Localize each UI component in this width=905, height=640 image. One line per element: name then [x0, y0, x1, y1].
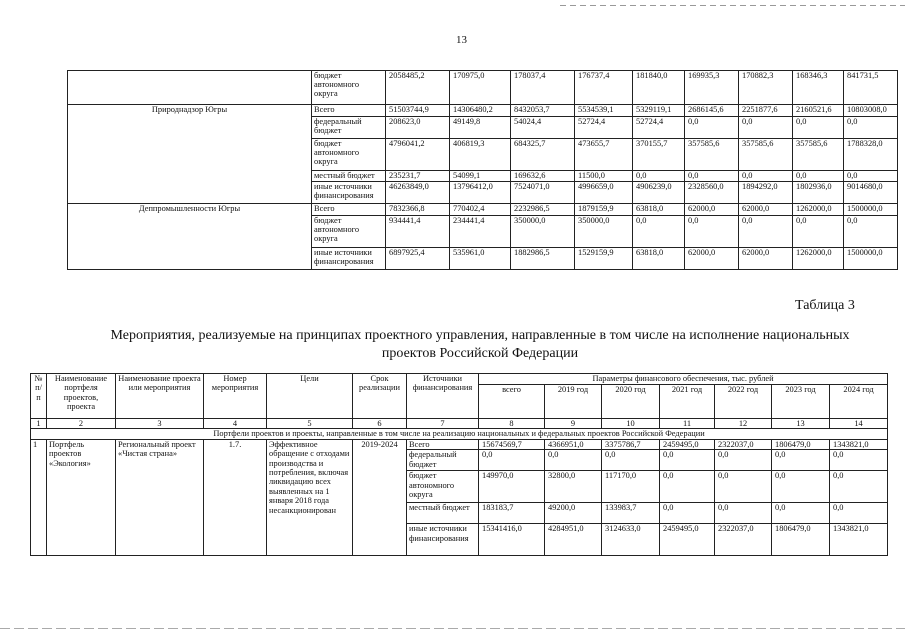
- responsible-org-cell: [68, 71, 312, 105]
- source-cell: бюджет автономного округа: [312, 139, 386, 171]
- value-cell: 62000,0: [739, 248, 793, 270]
- value-cell: 2160521,6: [793, 105, 844, 117]
- value-cell: 0,0: [739, 171, 793, 182]
- value-cell: 0,0: [715, 503, 772, 524]
- responsible-org-cell: Природнадзор Югры: [68, 105, 312, 204]
- value-cell: 2322037,0: [715, 524, 772, 556]
- table-row: [68, 105, 898, 117]
- source-cell: Всего: [312, 204, 386, 216]
- value-cell: 0,0: [739, 117, 793, 139]
- value-cell: 0,0: [715, 450, 772, 471]
- source-cell: бюджет автономного округа: [312, 71, 386, 105]
- value-cell: 3375786,7: [602, 439, 660, 449]
- value-cell: 0,0: [830, 503, 888, 524]
- scan-artifact-top: [560, 5, 905, 6]
- value-cell: 0,0: [793, 117, 844, 139]
- value-cell: 32800,0: [545, 471, 602, 503]
- value-cell: 0,0: [660, 450, 715, 471]
- value-cell: 0,0: [772, 471, 830, 503]
- value-cell: 0,0: [660, 471, 715, 503]
- col-header-year: 2024 год: [830, 385, 888, 419]
- measure-number: 1.7.: [204, 439, 267, 555]
- value-cell: 0,0: [793, 171, 844, 182]
- value-cell: 1500000,0: [844, 248, 898, 270]
- value-cell: 350000,0: [575, 216, 633, 248]
- column-index: 12: [715, 419, 772, 429]
- value-cell: 3124633,0: [602, 524, 660, 556]
- value-cell: 5534539,1: [575, 105, 633, 117]
- value-cell: 0,0: [660, 503, 715, 524]
- value-cell: 1529159,9: [575, 248, 633, 270]
- value-cell: 1262000,0: [793, 204, 844, 216]
- column-index: 1: [31, 419, 47, 429]
- value-cell: 0,0: [545, 450, 602, 471]
- source-cell: местный бюджет: [312, 171, 386, 182]
- value-cell: 1894292,0: [739, 182, 793, 204]
- col-header-year: 2022 год: [715, 385, 772, 419]
- value-cell: 4284951,0: [545, 524, 602, 556]
- value-cell: 4906239,0: [633, 182, 685, 204]
- column-index: 9: [545, 419, 602, 429]
- value-cell: 0,0: [633, 171, 685, 182]
- financing-table-continuation: [67, 70, 898, 270]
- value-cell: 149970,0: [479, 471, 545, 503]
- value-cell: 1500000,0: [844, 204, 898, 216]
- column-index: 2: [47, 419, 116, 429]
- section-title: Портфели проектов и проекты, направленные в том числе на реализацию национальных и федеральных проектов Российской Федерации: [31, 429, 888, 439]
- value-cell: 6897925,4: [386, 248, 450, 270]
- col-header-sources: Источники финансирования: [407, 374, 479, 419]
- value-cell: 0,0: [844, 171, 898, 182]
- value-cell: 0,0: [844, 216, 898, 248]
- value-cell: 1343821,0: [830, 439, 888, 449]
- value-cell: 0,0: [685, 171, 739, 182]
- col-header-year: 2021 год: [660, 385, 715, 419]
- value-cell: 357585,6: [685, 139, 739, 171]
- column-index: 7: [407, 419, 479, 429]
- value-cell: 1882986,5: [511, 248, 575, 270]
- column-index: 4: [204, 419, 267, 429]
- value-cell: 11500,0: [575, 171, 633, 182]
- value-cell: 52724,4: [575, 117, 633, 139]
- value-cell: 181840,0: [633, 71, 685, 105]
- source-cell: иные источники финансирования: [407, 524, 479, 556]
- column-index-row: [31, 419, 888, 429]
- scan-artifact-bottom: [0, 628, 905, 629]
- column-index: 5: [267, 419, 353, 429]
- col-header-project: Наименование проекта или мероприятия: [116, 374, 204, 419]
- value-cell: 15674569,7: [479, 439, 545, 449]
- value-cell: 2686145,6: [685, 105, 739, 117]
- table-row: [68, 204, 898, 216]
- column-index: 10: [602, 419, 660, 429]
- source-cell: бюджет автономного округа: [312, 216, 386, 248]
- column-index: 13: [772, 419, 830, 429]
- value-cell: 0,0: [602, 450, 660, 471]
- value-cell: 51503744,9: [386, 105, 450, 117]
- value-cell: 52724,4: [633, 117, 685, 139]
- value-cell: 357585,6: [793, 139, 844, 171]
- value-cell: 54099,1: [450, 171, 511, 182]
- value-cell: 934441,4: [386, 216, 450, 248]
- source-cell: Всего: [407, 439, 479, 449]
- value-cell: 54024,4: [511, 117, 575, 139]
- value-cell: 535961,0: [450, 248, 511, 270]
- col-header-year: 2019 год: [545, 385, 602, 419]
- value-cell: 4366951,0: [545, 439, 602, 449]
- value-cell: 4996659,0: [575, 182, 633, 204]
- value-cell: 170975,0: [450, 71, 511, 105]
- column-index: 6: [353, 419, 407, 429]
- value-cell: 49200,0: [545, 503, 602, 524]
- value-cell: 2328560,0: [685, 182, 739, 204]
- column-index: 14: [830, 419, 888, 429]
- value-cell: 234441,4: [450, 216, 511, 248]
- value-cell: 117170,0: [602, 471, 660, 503]
- col-header-goals: Цели: [267, 374, 353, 419]
- value-cell: 183183,7: [479, 503, 545, 524]
- value-cell: 2232986,5: [511, 204, 575, 216]
- source-cell: иные источники финансирования: [312, 248, 386, 270]
- value-cell: 2322037,0: [715, 439, 772, 449]
- term: 2019-2024: [353, 439, 407, 555]
- value-cell: 350000,0: [511, 216, 575, 248]
- value-cell: 1802936,0: [793, 182, 844, 204]
- table-row: [68, 71, 898, 105]
- value-cell: 1879159,9: [575, 204, 633, 216]
- source-cell: местный бюджет: [407, 503, 479, 524]
- value-cell: 0,0: [685, 117, 739, 139]
- value-cell: 1343821,0: [830, 524, 888, 556]
- table-heading: Мероприятия, реализуемые на принципах проектного управления, направленные в том числе на исполнение национальных проектов Российской Федерации: [110, 328, 850, 361]
- value-cell: 62000,0: [685, 204, 739, 216]
- value-cell: 62000,0: [739, 204, 793, 216]
- value-cell: 770402,4: [450, 204, 511, 216]
- value-cell: 473655,7: [575, 139, 633, 171]
- table-caption: Таблица 3: [795, 298, 855, 313]
- value-cell: 406819,3: [450, 139, 511, 171]
- value-cell: 0,0: [685, 216, 739, 248]
- value-cell: 0,0: [715, 471, 772, 503]
- value-cell: 9014680,0: [844, 182, 898, 204]
- value-cell: 0,0: [844, 117, 898, 139]
- value-cell: 15341416,0: [479, 524, 545, 556]
- value-cell: 1806479,0: [772, 524, 830, 556]
- value-cell: 841731,5: [844, 71, 898, 105]
- source-cell: федеральный бюджет: [407, 450, 479, 471]
- value-cell: 62000,0: [685, 248, 739, 270]
- value-cell: 5329119,1: [633, 105, 685, 117]
- column-index: 11: [660, 419, 715, 429]
- value-cell: 0,0: [830, 471, 888, 503]
- value-cell: 178037,4: [511, 71, 575, 105]
- source-cell: Всего: [312, 105, 386, 117]
- value-cell: 7524071,0: [511, 182, 575, 204]
- project-measures-table: [30, 373, 888, 556]
- value-cell: 208623,0: [386, 117, 450, 139]
- col-header-year: 2020 год: [602, 385, 660, 419]
- value-cell: 63818,0: [633, 248, 685, 270]
- value-cell: 0,0: [479, 450, 545, 471]
- col-header-params: Параметры финансового обеспечения, тыс. рублей: [479, 374, 888, 385]
- portfolio-name: Портфель проектов «Экология»: [47, 439, 116, 555]
- responsible-org-cell: Деппромышленности Югры: [68, 204, 312, 270]
- col-header-num: № п/п: [31, 374, 47, 419]
- value-cell: 357585,6: [739, 139, 793, 171]
- value-cell: 0,0: [830, 450, 888, 471]
- value-cell: 0,0: [739, 216, 793, 248]
- value-cell: 169935,3: [685, 71, 739, 105]
- goals-text: Эффективное обращение с отходами производства и потребления, включая ликвидацию всех выявленных на 1 января 2018 года несанкционирован: [267, 439, 353, 555]
- section-title-row: [31, 429, 888, 439]
- value-cell: 235231,7: [386, 171, 450, 182]
- value-cell: 684325,7: [511, 139, 575, 171]
- value-cell: 0,0: [633, 216, 685, 248]
- value-cell: 2459495,0: [660, 439, 715, 449]
- value-cell: 2251877,6: [739, 105, 793, 117]
- value-cell: 1788328,0: [844, 139, 898, 171]
- column-index: 8: [479, 419, 545, 429]
- source-cell: федеральный бюджет: [312, 117, 386, 139]
- value-cell: 8432053,7: [511, 105, 575, 117]
- value-cell: 4796041,2: [386, 139, 450, 171]
- value-cell: 10803008,0: [844, 105, 898, 117]
- table-row: [31, 439, 888, 449]
- value-cell: 0,0: [772, 450, 830, 471]
- row-number: 1: [31, 439, 47, 555]
- value-cell: 168346,3: [793, 71, 844, 105]
- source-cell: бюджет автономного округа: [407, 471, 479, 503]
- value-cell: 49149,8: [450, 117, 511, 139]
- value-cell: 170882,3: [739, 71, 793, 105]
- value-cell: 176737,4: [575, 71, 633, 105]
- source-cell: иные источники финансирования: [312, 182, 386, 204]
- value-cell: 0,0: [772, 503, 830, 524]
- header-row: [31, 374, 888, 385]
- value-cell: 7832366,8: [386, 204, 450, 216]
- value-cell: 63818,0: [633, 204, 685, 216]
- value-cell: 169632,6: [511, 171, 575, 182]
- col-header-portfolio: Наименование портфеля проектов, проекта: [47, 374, 116, 419]
- col-header-year: 2023 год: [772, 385, 830, 419]
- column-index: 3: [116, 419, 204, 429]
- project-name: Региональный проект «Чистая страна»: [116, 439, 204, 555]
- value-cell: 133983,7: [602, 503, 660, 524]
- page-number: 13: [456, 34, 467, 46]
- value-cell: 1262000,0: [793, 248, 844, 270]
- value-cell: 14306480,2: [450, 105, 511, 117]
- value-cell: 370155,7: [633, 139, 685, 171]
- value-cell: 0,0: [793, 216, 844, 248]
- col-header-measure-number: Номер мероприятия: [204, 374, 267, 419]
- value-cell: 13796412,0: [450, 182, 511, 204]
- value-cell: 2058485,2: [386, 71, 450, 105]
- value-cell: 46263849,0: [386, 182, 450, 204]
- value-cell: 1806479,0: [772, 439, 830, 449]
- col-header-total: всего: [479, 385, 545, 419]
- col-header-term: Срок реализации: [353, 374, 407, 419]
- value-cell: 2459495,0: [660, 524, 715, 556]
